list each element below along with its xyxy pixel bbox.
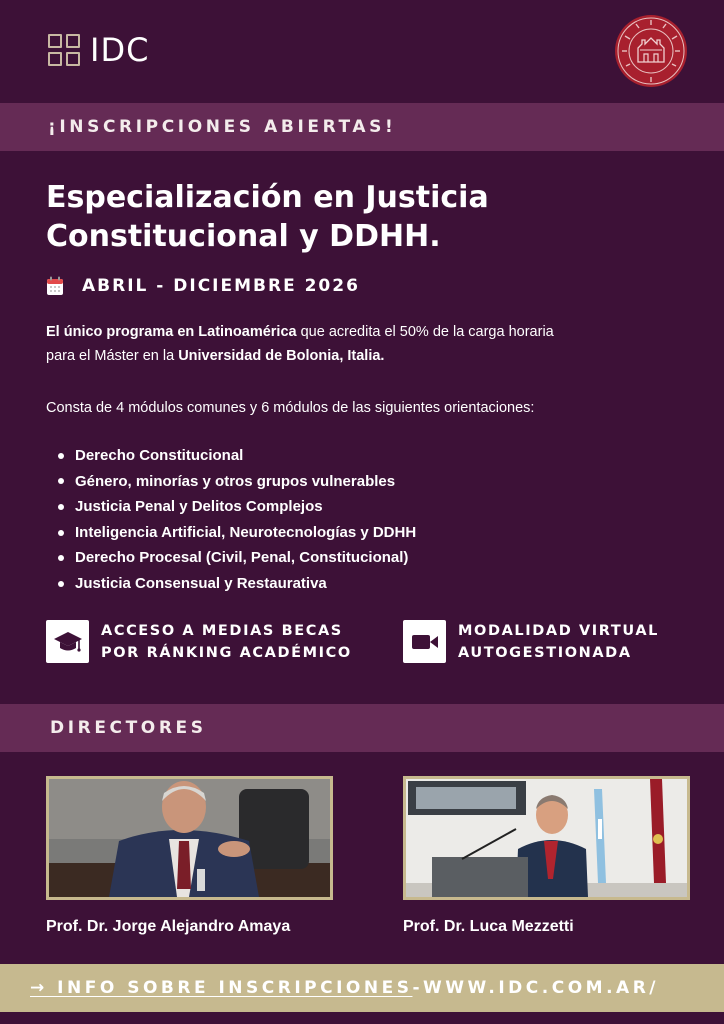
bullet-icon [58, 530, 64, 536]
video-camera-icon [403, 620, 446, 663]
orientation-label: Inteligencia Artificial, Neurotecnologías y DDHH [75, 523, 417, 541]
calendar-icon [46, 276, 64, 296]
directors-banner [0, 704, 724, 752]
feature-scholarships [46, 620, 352, 664]
intro-bold-2: Universidad de Bolonia, Italia. [178, 348, 385, 364]
bullet-icon [58, 581, 64, 587]
directors-banner-label: DIRECTORES [50, 718, 207, 738]
logo-grid-icon [48, 34, 80, 66]
director-name-amaya: Prof. Dr. Jorge Alejandro Amaya [46, 918, 291, 935]
feature-virtual [403, 620, 659, 664]
feature-scholarships-line2: POR RÁNKING ACADÉMICO [101, 645, 352, 661]
idc-logo[interactable] [48, 32, 149, 68]
header [0, 0, 724, 100]
director-photo-mezzetti [403, 776, 690, 900]
bullet-icon [58, 453, 64, 459]
list-item [58, 571, 416, 597]
intro-text-1: que acredita el 50% de la carga horaria [296, 324, 554, 340]
website-url[interactable]: WWW.IDC.COM.AR/ [423, 978, 659, 998]
feature-virtual-line1: MODALIDAD VIRTUAL [458, 623, 660, 639]
enrollment-banner [0, 103, 724, 151]
feature-scholarships-line1: ACCESO A MEDIAS BECAS [101, 623, 343, 639]
university-seal [614, 14, 688, 88]
enrollment-info-link[interactable]: → INFO SOBRE INSCRIPCIONES [30, 978, 413, 998]
list-item [58, 443, 416, 469]
intro-paragraph [46, 320, 686, 368]
list-item [58, 545, 416, 571]
program-dates [46, 276, 360, 296]
logo-text: IDC [90, 31, 150, 69]
graduation-cap-icon [46, 620, 89, 663]
bullet-icon [58, 504, 64, 510]
program-title-line2: Constitucional y DDHH. [46, 219, 441, 254]
footer-separator: - [412, 978, 424, 998]
orientation-label: Derecho Constitucional [75, 447, 244, 464]
program-title [46, 178, 666, 256]
bullet-icon [58, 555, 64, 561]
list-item [58, 469, 416, 495]
orientation-label: Justicia Consensual y Restaurativa [75, 574, 327, 592]
feature-virtual-line2: AUTOGESTIONADA [458, 645, 632, 661]
director-name-mezzetti: Prof. Dr. Luca Mezzetti [403, 918, 574, 935]
enrollment-banner-label: ¡INSCRIPCIONES ABIERTAS! [48, 117, 397, 137]
list-item [58, 520, 416, 546]
intro-text-2: para el Máster en la [46, 348, 179, 364]
program-title-line1: Especialización en Justicia [46, 180, 489, 215]
orientation-label: Derecho Procesal (Civil, Penal, Constitucional) [75, 549, 409, 567]
bullet-icon [58, 478, 64, 484]
intro-bold-1: El único programa en Latinoamérica [46, 324, 297, 340]
list-item [58, 494, 416, 520]
program-dates-text: ABRIL - DICIEMBRE 2026 [82, 276, 360, 296]
modules-text: Consta de 4 módulos comunes y 6 módulos de las siguientes orientaciones: [46, 400, 535, 416]
footer-bar [0, 964, 724, 1012]
feature-scholarships-text [101, 620, 352, 664]
orientations-list [58, 443, 416, 597]
orientation-label: Justicia Penal y Delitos Complejos [75, 498, 323, 516]
feature-virtual-text [458, 620, 659, 664]
orientation-label: Género, minorías y otros grupos vulnerables [75, 472, 396, 490]
director-photo-amaya [46, 776, 333, 900]
